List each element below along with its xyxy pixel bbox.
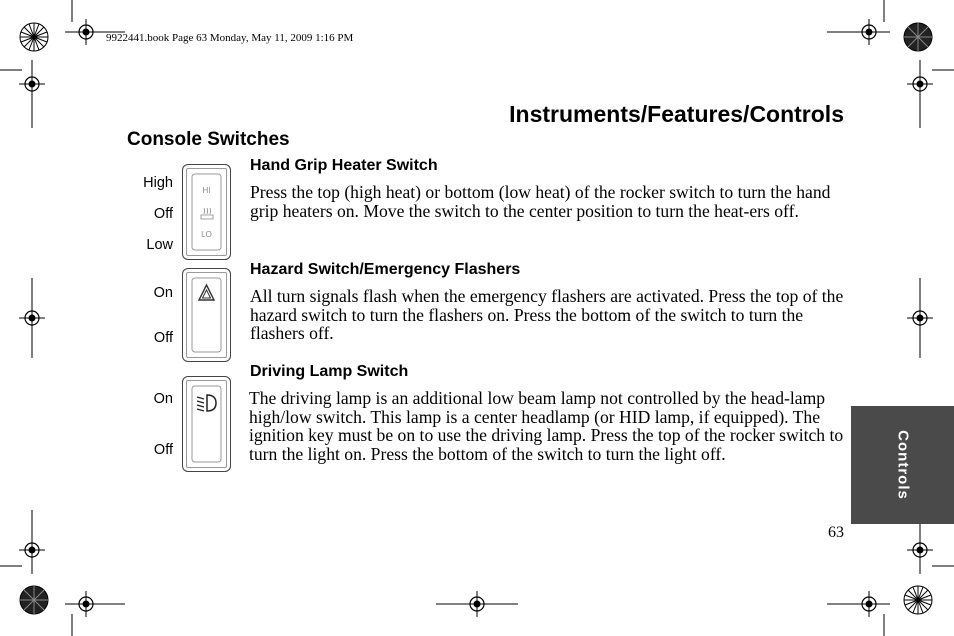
switch-label-off: Off <box>153 206 173 222</box>
side-tab-label: Controls <box>894 430 911 500</box>
hazard-label-off: Off <box>153 330 173 346</box>
driving-lamp-heading: Driving Lamp Switch <box>250 363 409 380</box>
slug-line: 9922441.book Page 63 Monday, May 11, 2009 1:16 PM <box>106 32 354 44</box>
section-side-tab <box>851 406 954 524</box>
heater-low-text: LO <box>201 230 212 239</box>
hand-grip-heater-switch <box>182 164 231 260</box>
driving-lamp-label-on: On <box>153 391 173 407</box>
hazard-triangle-icon <box>183 269 230 361</box>
section-title: Console Switches <box>127 129 290 150</box>
driving-lamp-body: The driving lamp is an additional low beam lamp not controlled by the head-lamp high/low switch. This lamp is a center headlamp (or HID lamp, if equipped). The ignition key must be on to use the driving lamp. Press the top of the rocker switch to turn the light on. Press the bottom of the switch to turn the light off. <box>249 388 844 464</box>
hand-grip-heater-icon <box>183 165 230 259</box>
page-number: 63 <box>828 524 844 541</box>
hazard-heading: Hazard Switch/Emergency Flashers <box>250 261 521 278</box>
chapter-title: Instruments/Features/Controls <box>509 101 844 127</box>
driving-lamp-icon <box>183 377 230 471</box>
switch-label-low: Low <box>146 237 173 253</box>
heater-high-text: HI <box>202 186 211 195</box>
driving-lamp-switch <box>182 376 231 472</box>
hand-grip-heater-body: Press the top (high heat) or bottom (low heat) of the rocker switch to turn the hand grip heaters on. Move the switch to the center position to turn the heat-ers off. <box>250 182 831 221</box>
driving-lamp-label-off: Off <box>153 442 173 458</box>
hand-grip-heater-heading: Hand Grip Heater Switch <box>250 157 438 174</box>
hazard-body: All turn signals flash when the emergency flashers are activated. Press the top of the hazard switch to turn the flashers on. Press the bottom of the switch to turn the flashers off. <box>250 286 844 343</box>
switch-label-high: High <box>143 175 173 191</box>
hazard-label-on: On <box>153 285 173 301</box>
hazard-switch <box>182 268 231 362</box>
